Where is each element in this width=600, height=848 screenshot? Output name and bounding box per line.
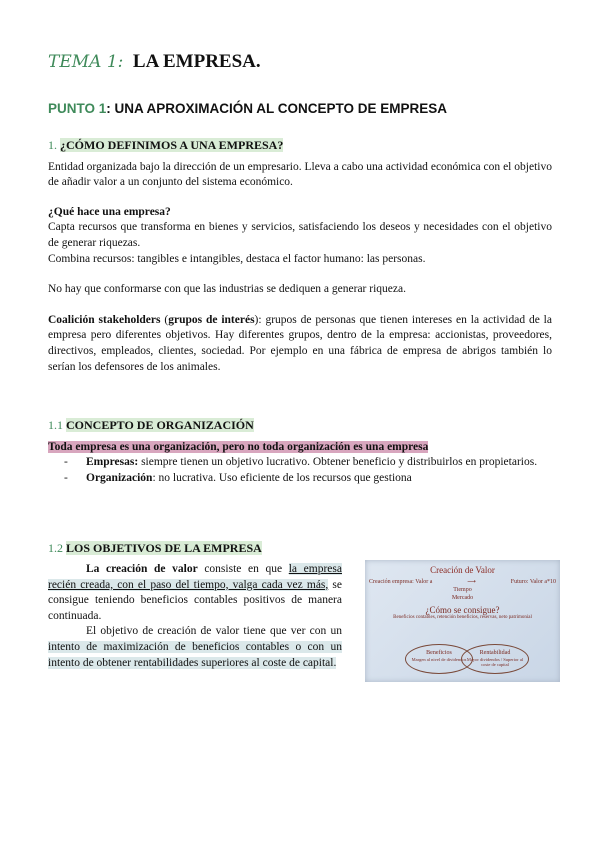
list-item: - Organización: no lucrativa. Uso eficiente de los recursos que gestiona [86, 471, 552, 487]
paragraph: No hay que conformarse con que las industrias se dediquen a generar riqueza. [48, 283, 406, 296]
doc-title: TEMA 1: LA EMPRESA. [48, 51, 261, 72]
bullet-list [48, 455, 552, 486]
heading-1-2: 1.2 LOS OBJETIVOS DE LA EMPRESA [48, 541, 262, 555]
paragraph: La creación de valor consiste en que la empresa recién creada, con el paso del tiempo, valga cada vez más, se consigue teniendo beneficios contables positivos de manera continuada. [48, 563, 342, 622]
heading-1-1: 1.1 CONCEPTO DE ORGANIZACIÓN [48, 418, 254, 432]
paragraph: El objetivo de creación de valor tiene que ver con un intento de maximización de beneficios contables o con un intento de obtener rentabilidades superiores al coste de capital. [48, 625, 342, 669]
section-heading: PUNTO 1: UNA APROXIMACIÓN AL CONCEPTO DE EMPRESA [48, 101, 448, 116]
section-1-1 [48, 418, 552, 486]
section-1-2-text [48, 562, 342, 671]
heading-1: 1. ¿CÓMO DEFINIMOS A UNA EMPRESA? [48, 138, 284, 152]
list-item: - Empresas: siempre tienen un objetivo lucrativo. Obtener beneficio y distribuirlos en propietarios. [86, 455, 552, 471]
section-1-2 [48, 541, 552, 557]
subheading: ¿Qué hace una empresa? [48, 205, 171, 218]
paragraph: Entidad organizada bajo la dirección de un empresario. Lleva a cabo una actividad económica con el objetivo de añadir valor a un conjunto del sistema económico. [48, 160, 552, 189]
paragraph-stakeholders: Coalición stakeholders (grupos de interés): grupos de personas que tienen intereses en la actividad de la empresa pero diferentes objetivos. Hay diferentes grupos, dentro de la empresa: accionistas, proveedores, directivos, empleados, clientes, sociedad. Por ejemplo en una fábrica de empresa de abrigos también lo serían los defensores de los animales. [48, 313, 552, 373]
paragraph: Capta recursos que transforma en bienes y servicios, satisfaciendo los deseos y necesidades con el objetivo de generar riquezas. [48, 221, 552, 249]
section-1 [48, 138, 552, 375]
slide-photo-creacion-de-valor: Creación de Valor Creación empresa: Valor a ⟶ Futuro: Valor a*10 Tiempo Mercado ¿Cómo se consigue? Beneficios contables, retención beneficios, reservas, neto patrimonial Beneficios Margen al nivel de dividendos Rentabilidad Mayor dividendos / Superior al coste de capital [365, 560, 560, 682]
highlight-statement: Toda empresa es una organización, pero no toda organización es una empresa [48, 440, 429, 453]
paragraph: Combina recursos: tangibles e intangibles, destaca el factor humano: las personas. [48, 252, 426, 265]
